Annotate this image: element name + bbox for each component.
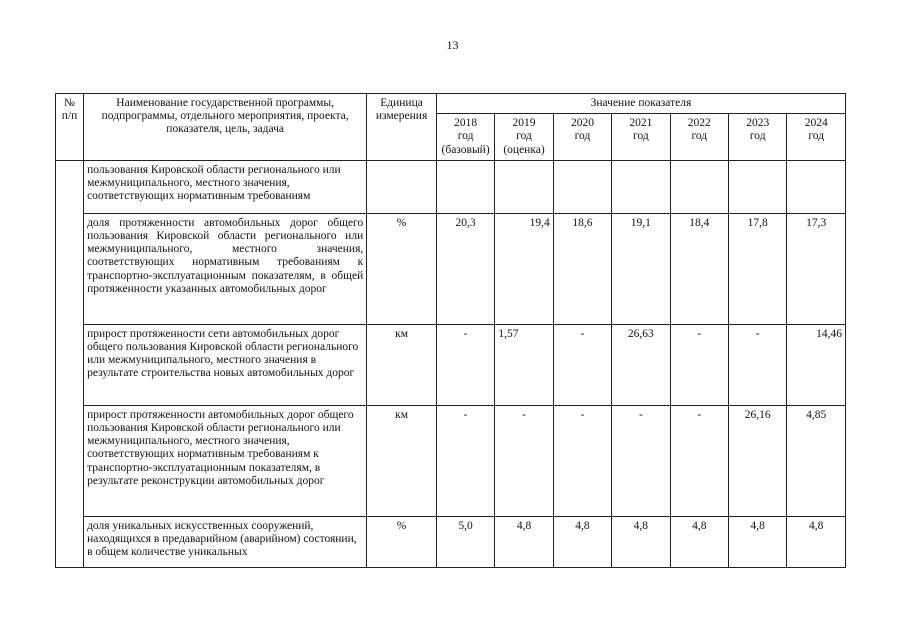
- row-value: 14,46: [787, 324, 846, 405]
- header-year: 2018 год (базовый): [436, 114, 494, 161]
- row-value: [553, 160, 611, 213]
- row-value: 26,16: [729, 405, 787, 516]
- row-unit: %: [367, 516, 437, 567]
- row-value: 4,8: [495, 516, 553, 567]
- row-value: 18,4: [670, 213, 728, 324]
- row-value: -: [436, 324, 494, 405]
- row-value: 4,85: [787, 405, 846, 516]
- header-name: Наименование государственной программы, подпрограммы, отдельного мероприятия, проекта, показателя, цель, задача: [84, 94, 367, 161]
- row-value: -: [670, 324, 728, 405]
- header-year: 2022 год: [670, 114, 728, 161]
- row-value: 26,63: [612, 324, 670, 405]
- row-unit: [367, 160, 437, 213]
- header-value: Значение показателя: [436, 94, 845, 114]
- row-value: 4,8: [553, 516, 611, 567]
- row-name: прирост протяженности автомобильных дорог общего пользования Кировской области регионального или межмуниципального, местного значения, соответствующих нормативным требованиям к транспортно-эксплуатационным показателям, в результате реконструкции автомобильных дорог: [84, 405, 367, 516]
- row-unit: км: [367, 324, 437, 405]
- table-row: [56, 324, 846, 405]
- row-value: 4,8: [787, 516, 846, 567]
- row-value: 20,3: [436, 213, 494, 324]
- row-value: -: [612, 405, 670, 516]
- row-value: -: [553, 324, 611, 405]
- row-value: -: [553, 405, 611, 516]
- header-unit: Единица измерения: [367, 94, 437, 161]
- header-year: 2021 год: [612, 114, 670, 161]
- header-year: 2024 год: [787, 114, 846, 161]
- row-name: пользования Кировской области регионального или межмуниципального, местного значения, соответствующих нормативным требованиям: [84, 160, 367, 213]
- row-value: 19,4: [495, 213, 553, 324]
- header-year: 2020 год: [553, 114, 611, 161]
- table-row: [56, 160, 846, 213]
- row-value: 4,8: [670, 516, 728, 567]
- row-value: -: [495, 405, 553, 516]
- row-unit: %: [367, 213, 437, 324]
- table-row: [56, 213, 846, 324]
- row-value: 17,3: [787, 213, 846, 324]
- row-value: 17,8: [729, 213, 787, 324]
- header-year: 2019 год (оценка): [495, 114, 553, 161]
- row-value: [612, 160, 670, 213]
- table-row: [56, 405, 846, 516]
- row-name: доля уникальных искусственных сооружений, находящихся в предаварийном (аварийном) состоянии, в общем количестве уникальных: [84, 516, 367, 567]
- header-row: [56, 94, 846, 114]
- row-value: [670, 160, 728, 213]
- row-name: прирост протяженности сети автомобильных дорог общего пользования Кировской области регионального или межмуниципального, местного значения в результате строительства новых автомобильных дорог: [84, 324, 367, 405]
- row-name: доля протяженности автомобильных дорог общего пользования Кировской области регионального или межмуниципального, местного значения, соответствующих нормативным требованиям к транспортно-эксплуатационным показателям, в общей протяженности указанных автомобильных дорог: [84, 213, 367, 324]
- page-number: 13: [446, 38, 459, 52]
- row-value: -: [436, 405, 494, 516]
- row-value: 5,0: [436, 516, 494, 567]
- row-value: [436, 160, 494, 213]
- header-year: 2023 год: [729, 114, 787, 161]
- row-value: [729, 160, 787, 213]
- row-num-cell: [56, 160, 84, 567]
- row-unit: км: [367, 405, 437, 516]
- row-value: 19,1: [612, 213, 670, 324]
- row-value: -: [670, 405, 728, 516]
- header-num: № п/п: [56, 94, 84, 161]
- indicator-table: [55, 93, 846, 568]
- row-value: 1,57: [495, 324, 553, 405]
- row-value: -: [729, 324, 787, 405]
- row-value: 4,8: [612, 516, 670, 567]
- row-value: [495, 160, 553, 213]
- row-value: [787, 160, 846, 213]
- row-value: 18,6: [553, 213, 611, 324]
- row-value: 4,8: [729, 516, 787, 567]
- table-row: [56, 516, 846, 567]
